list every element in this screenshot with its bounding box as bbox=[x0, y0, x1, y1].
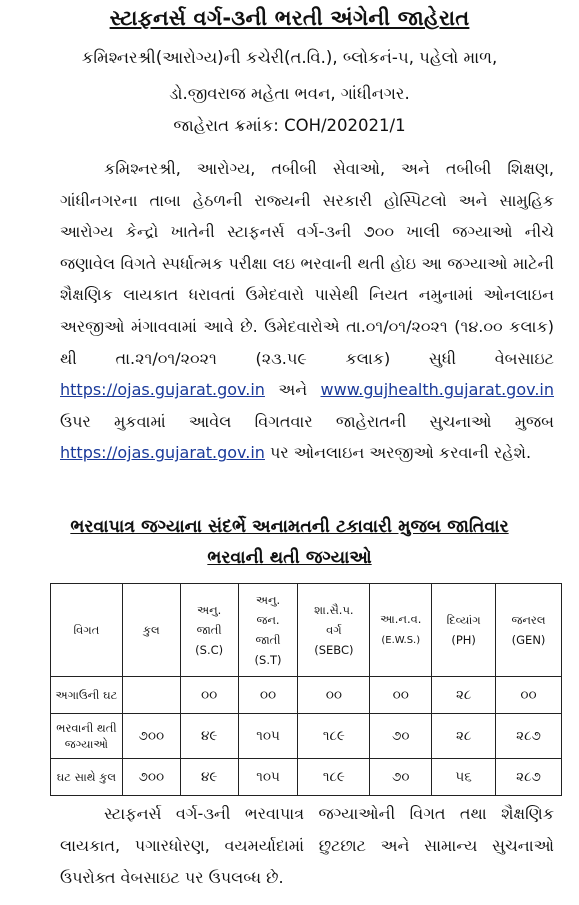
col-header-gen: જનરલ (GEN) bbox=[496, 584, 562, 677]
table-heading-line1: ભરવાપાત્ર જગ્યાના સંદર્ભે અનામતની ટકાવારી મુજબ જાતિવાર bbox=[70, 517, 509, 537]
ojas-link[interactable]: https://ojas.gujarat.gov.in bbox=[60, 380, 265, 400]
cell-sebc: ૧૮૯ bbox=[298, 714, 370, 759]
office-address-line2: ડો.જીવરાજ મહેતા ભવન, ગાંધીનગર. bbox=[169, 84, 410, 103]
cell-gen: ૦૦ bbox=[496, 677, 562, 714]
row-label: ભરવાની થતી જગ્યાઓ bbox=[51, 714, 123, 759]
footer-note bbox=[60, 798, 554, 894]
row-label: અગાઉની ઘટ bbox=[51, 677, 123, 714]
cell-total: ૭૦૦ bbox=[122, 714, 180, 759]
col-header-st: અનુ. જન. જાતી (S.T) bbox=[238, 584, 298, 677]
cell-gen: ૨૮૭ bbox=[496, 759, 562, 796]
cell-ews: ૭૦ bbox=[370, 714, 432, 759]
col-header-sebc: શા.સૈ.પ. વર્ગ (SEBC) bbox=[298, 584, 370, 677]
footer-text: સ્ટાફનર્સ વર્ગ-૩ની ભરવાપાત્ર જગ્યાઓની વિગત તથા શૈક્ષણિક લાયકાત, પગારધોરણ, વયમર્યાદામાં છુટછાટ અને સામાન્ય સુચનાઓ ઉપરોક્ત વેબસાઇટ પર ઉપલબ્ધ છે. bbox=[60, 804, 554, 887]
col-header-detail: વિગત bbox=[51, 584, 123, 677]
col-header-ph: દિવ્યાંગ (PH) bbox=[432, 584, 496, 677]
table-heading-line2: ભરવાની થતી જગ્યાઓ bbox=[207, 548, 372, 568]
cell-gen: ૨૮૭ bbox=[496, 714, 562, 759]
cell-sc: ૪૯ bbox=[180, 714, 238, 759]
cell-ph: ૫૬ bbox=[432, 759, 496, 796]
table-row bbox=[51, 677, 562, 714]
table-header-row bbox=[51, 584, 562, 677]
ojas-link-2[interactable]: https://ojas.gujarat.gov.in bbox=[60, 443, 265, 463]
gujhealth-link[interactable]: www.gujhealth.gujarat.gov.in bbox=[320, 380, 554, 400]
body-text-1: કમિશ્નરશ્રી, આરોગ્ય, તબીબી સેવાઓ, અને તબીબી શિક્ષણ, ગાંધીનગરના તાબા હેઠળની રાજ્યની સરકારી હોસ્પિટલો અને સામુહિક આરોગ્ય કેન્દ્રો ખાતેની સ્ટાફનર્સ વર્ગ-૩ની ૭૦૦ ખાલી જગ્યાઓ નીચે જણાવેલ વિગતે સ્પર્ધાત્મક પરીક્ષા લઇ ભરવાની થતી હોઇ આ જગ્યાઓ માટેની શૈક્ષણિક લાયકાત ધરાવતાં ઉમેદવારો પાસેથી નિયત નમુનામાં ઓનલાઇન અરજીઓ મંગાવવામાં આવે છે. ઉમેદવારોએ તા.૦૧/૦૧/૨૦૨૧ (૧૪.૦૦ કલાક) થી તા.૨૧/૦૧/૨૦૨૧ (૨૩.૫૯ કલાક) સુધી વેબસાઇટ bbox=[60, 159, 554, 368]
col-header-total: કુલ bbox=[122, 584, 180, 677]
cell-ph: ૨૮ bbox=[432, 714, 496, 759]
body-text-4: પર ઓનલાઇન અરજીઓ કરવાની રહેશે. bbox=[264, 443, 532, 463]
office-address-line1: કમિશ્નરશ્રી(આરોગ્ય)ની કચેરી(ત.વિ.), બ્લોકનં-૫, પહેલો માળ, bbox=[81, 48, 498, 67]
cell-ews: ૦૦ bbox=[370, 677, 432, 714]
cell-st: ૧૦૫ bbox=[238, 714, 298, 759]
col-header-sc: અનુ. જાતી (S.C) bbox=[180, 584, 238, 677]
cell-st: ૧૦૫ bbox=[238, 759, 298, 796]
cell-ews: ૭૦ bbox=[370, 759, 432, 796]
cell-total: ૭૦૦ bbox=[122, 759, 180, 796]
cell-sc: ૪૯ bbox=[180, 759, 238, 796]
vacancy-table bbox=[50, 583, 562, 796]
cell-sebc: ૧૮૯ bbox=[298, 759, 370, 796]
cell-sc: ૦૦ bbox=[180, 677, 238, 714]
cell-sebc: ૦૦ bbox=[298, 677, 370, 714]
cell-st: ૦૦ bbox=[238, 677, 298, 714]
notice-body bbox=[60, 153, 554, 469]
body-text-2: અને bbox=[264, 380, 321, 400]
ad-number: જાહેરાત ક્રમાંક: COH/202021/1 bbox=[173, 116, 406, 135]
row-label: ઘટ સાથે કુલ bbox=[51, 759, 123, 796]
table-row bbox=[51, 714, 562, 759]
table-row bbox=[51, 759, 562, 796]
cell-ph: ૨૮ bbox=[432, 677, 496, 714]
cell-total bbox=[122, 677, 180, 714]
notice-title: સ્ટાફનર્સ વર્ગ-૩ની ભરતી અંગેની જાહેરાત bbox=[109, 6, 470, 30]
col-header-ews: આ.ન.વ. (E.W.S.) bbox=[370, 584, 432, 677]
body-text-3: ઉપર મુકવામાં આવેલ વિગતવાર જાહેરાતની સુચનાઓ મુજબ bbox=[60, 411, 554, 431]
